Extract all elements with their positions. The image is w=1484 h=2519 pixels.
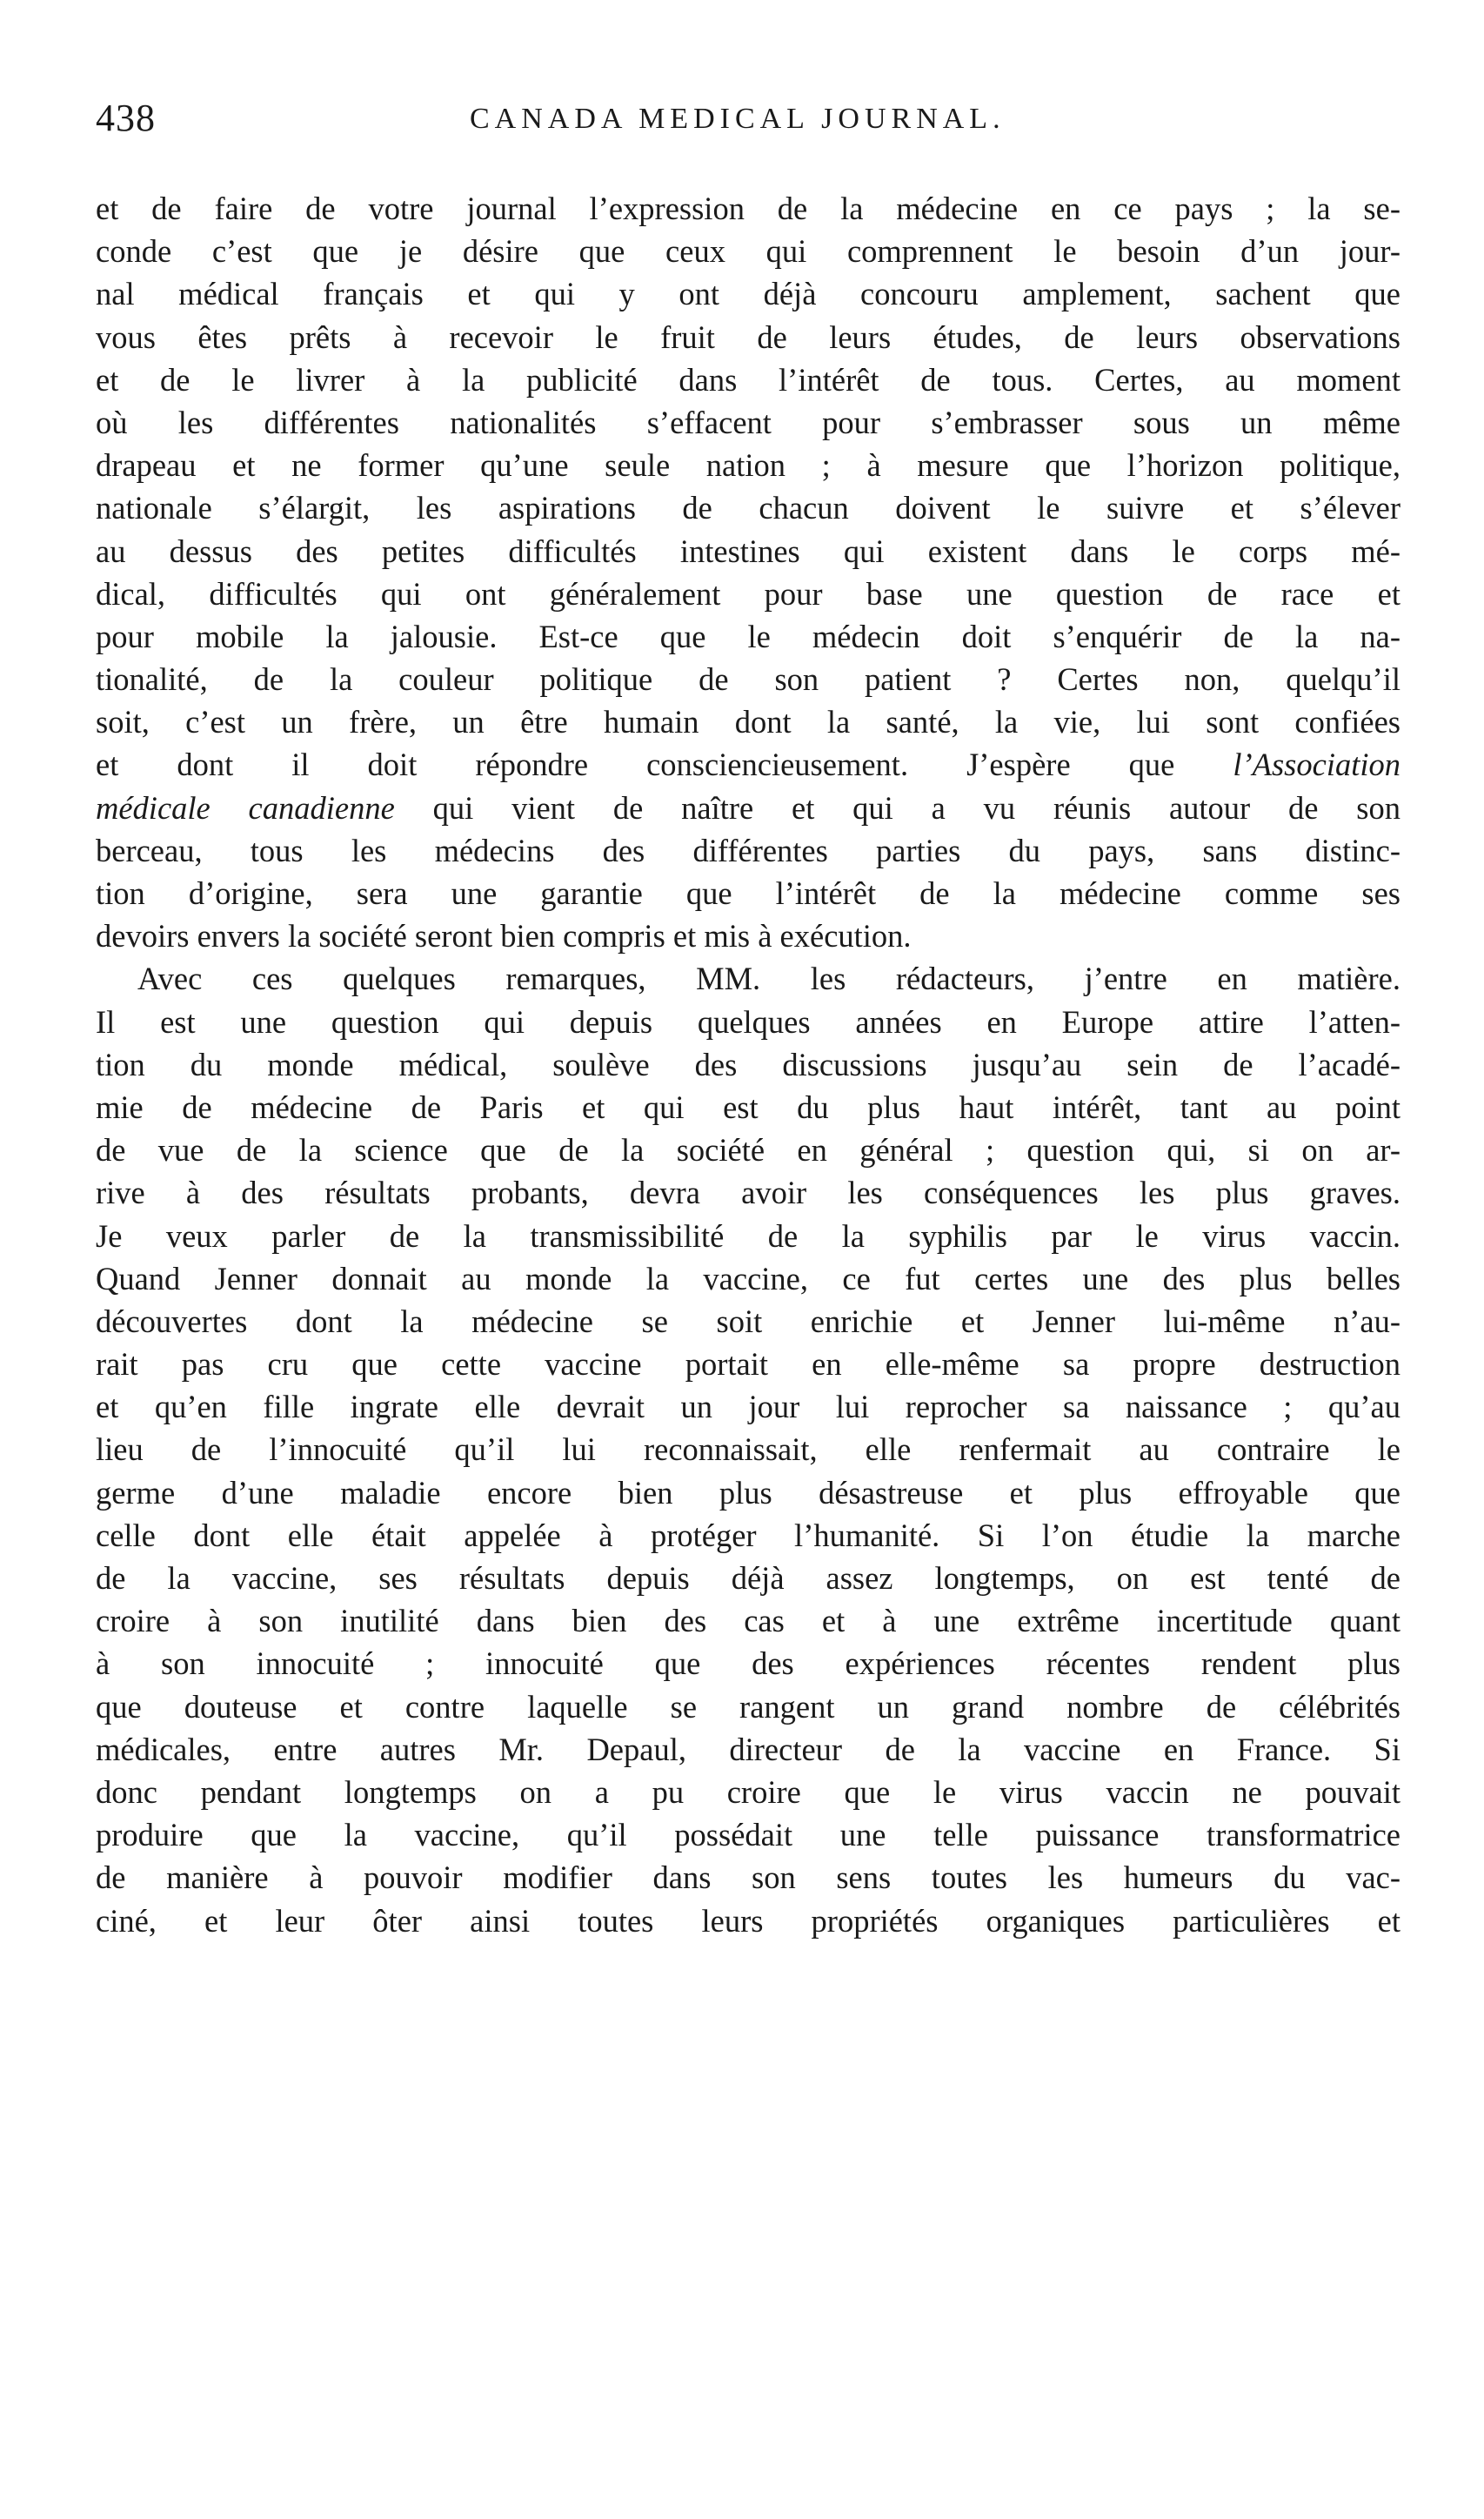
text-line: à son innocuité ; innocuité que des expériences récentes rendent plus <box>96 1645 1400 1682</box>
text-line: lieu de l’innocuité qu’il lui reconnaissait, elle renfermait au contraire le <box>96 1431 1400 1468</box>
text-line: de vue de la science que de la société en général ; question qui, si on ar- <box>96 1132 1400 1169</box>
text-line: nal médical français et qui y ont déjà concouru amplement, sachent que <box>96 276 1400 312</box>
text-line: tionalité, de la couleur politique de son patient ? Certes non, quelqu’il <box>96 661 1400 698</box>
text-line: soit, c’est un frère, un être humain dont la santé, la vie, lui sont confiées <box>96 704 1400 740</box>
text-line: tion du monde médical, soulève des discussions jusqu’au sein de l’acadé- <box>96 1046 1400 1082</box>
text-line: médicales, entre autres Mr. Depaul, directeur de la vaccine en France. Si <box>96 1731 1400 1767</box>
text-line: Quand Jenner donnait au monde la vaccine, ce fut certes une des plus belles <box>96 1260 1400 1296</box>
text-line: Il est une question qui depuis quelques années en Europe attire l’atten- <box>96 1003 1400 1040</box>
text-line: de la vaccine, ses résultats depuis déjà assez longtemps, on est tenté de <box>96 1560 1400 1596</box>
text-line: et de le livrer à la publicité dans l’intérêt de tous. Certes, au moment <box>96 361 1400 398</box>
text-line: rait pas cru que cette vaccine portait en elle-même sa propre destruction <box>96 1346 1400 1383</box>
text-line: de manière à pouvoir modifier dans son sens toutes les humeurs du vac- <box>96 1859 1400 1896</box>
text-line: Je veux parler de la transmissibilité de la syphilis par le virus vaccin. <box>96 1217 1400 1254</box>
text-run: et dont il doit répondre consciencieusement. J’espère que <box>96 747 1233 783</box>
text-line: nationale s’élargit, les aspirations de chacun doivent le suivre et s’élever <box>96 490 1400 526</box>
body-text <box>96 187 1400 1942</box>
text-line: devoirs envers la société seront bien compris et mis à exécution. <box>96 918 912 955</box>
text-line: drapeau et ne former qu’une seule nation ; à mesure que l’horizon politique, <box>96 447 1400 484</box>
text-line: croire à son inutilité dans bien des cas et à une extrême incertitude quant <box>96 1603 1400 1639</box>
text-run: qui vient de naître et qui a vu réunis autour de son <box>394 789 1400 826</box>
italic-association-title: l’Association <box>1233 747 1400 783</box>
text-line: dical, difficultés qui ont généralement pour base une question de race et <box>96 575 1400 612</box>
text-line: donc pendant longtemps on a pu croire que le virus vaccin ne pouvait <box>96 1773 1400 1810</box>
text-line: au dessus des petites difficultés intestines qui existent dans le corps mé- <box>96 533 1400 569</box>
page-number: 438 <box>96 97 156 139</box>
document-page <box>96 96 1400 2480</box>
text-line: rive à des résultats probants, devra avoir les conséquences les plus graves. <box>96 1175 1400 1211</box>
text-line: où les différentes nationalités s’effacent pour s’embrasser sous un même <box>96 404 1400 440</box>
journal-title: CANADA MEDICAL JOURNAL. <box>470 103 1006 135</box>
text-line <box>96 743 1400 786</box>
text-line: tion d’origine, sera une garantie que l’intérêt de la médecine comme ses <box>96 875 1400 911</box>
text-line: Avec ces quelques remarques, MM. les rédacteurs, j’entre en matière. <box>137 961 1400 997</box>
text-line: que douteuse et contre laquelle se rangent un grand nombre de célébrités <box>96 1688 1400 1725</box>
text-line: produire que la vaccine, qu’il possédait une telle puissance transformatrice <box>96 1817 1400 1853</box>
text-line: mie de médecine de Paris et qui est du plus haut intérêt, tant au point <box>96 1089 1400 1125</box>
italic-association-title: médicale canadienne <box>96 789 395 826</box>
text-line: celle dont elle était appelée à protéger l’humanité. Si l’on étudie la marche <box>96 1517 1400 1553</box>
text-line: et de faire de votre journal l’expression de la médecine en ce pays ; la se- <box>96 191 1400 226</box>
text-line: conde c’est que je désire que ceux qui comprennent le besoin d’un jour- <box>96 233 1400 270</box>
text-line: vous êtes prêts à recevoir le fruit de leurs études, de leurs observations <box>96 318 1400 355</box>
running-header <box>96 96 1400 174</box>
text-line: découvertes dont la médecine se soit enrichie et Jenner lui-même n’au- <box>96 1303 1400 1339</box>
text-line: ciné, et leur ôter ainsi toutes leurs propriétés organiques particulières et <box>96 1902 1400 1939</box>
text-line: germe d’une maladie encore bien plus désastreuse et plus effroyable que <box>96 1474 1400 1511</box>
text-line: berceau, tous les médecins des différentes parties du pays, sans distinc- <box>96 832 1400 868</box>
text-line: et qu’en fille ingrate elle devrait un jour lui reprocher sa naissance ; qu’au <box>96 1389 1400 1425</box>
text-line: pour mobile la jalousie. Est-ce que le médecin doit s’enquérir de la na- <box>96 618 1400 654</box>
text-line <box>96 787 1400 829</box>
